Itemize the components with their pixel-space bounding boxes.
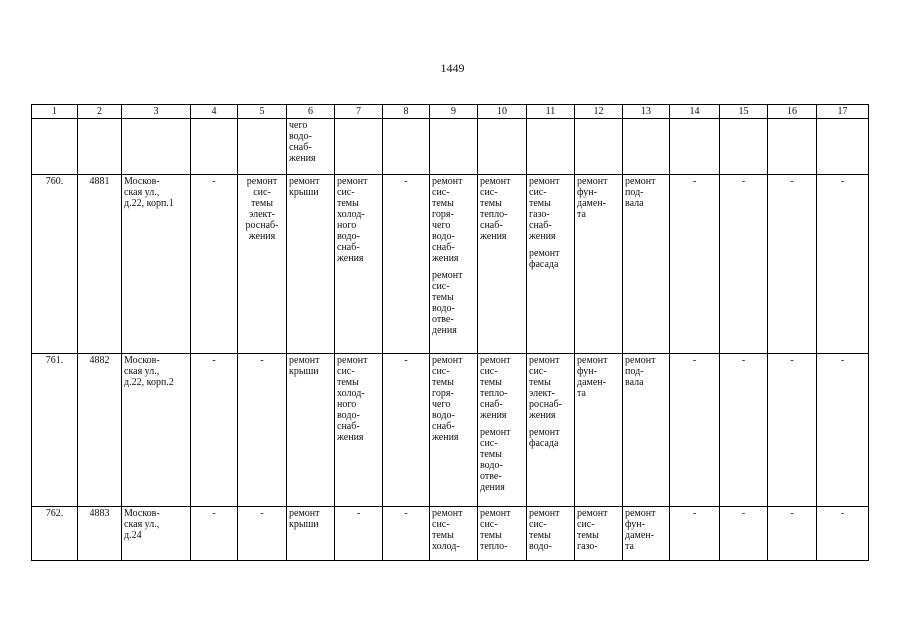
cell-text: 762. xyxy=(45,508,64,519)
cell-text: ремонт сис- темы горя- чего водо- снаб- жения xyxy=(432,176,463,264)
table-cell xyxy=(383,354,430,507)
table-cell xyxy=(623,119,670,175)
cell-text: - xyxy=(741,355,746,366)
cell-text: ремонт сис- темы водо- отве- дения xyxy=(480,427,511,493)
table-cell xyxy=(78,175,122,354)
cell-text: Москов- ская ул., д.22, корп.2 xyxy=(124,355,174,388)
table-cell xyxy=(527,354,575,507)
cell-text: ремонт сис- темы газо- снаб- жения xyxy=(529,176,560,242)
table-cell xyxy=(122,119,191,175)
table-cell xyxy=(478,507,527,561)
table-cell xyxy=(768,175,817,354)
cell-text: Москов- ская ул., д.22, корп.1 xyxy=(124,176,174,209)
table-cell xyxy=(720,354,768,507)
table-cell xyxy=(623,507,670,561)
cell-text: - xyxy=(404,355,408,366)
cell-text: 4881 xyxy=(89,176,110,187)
table-cell xyxy=(335,175,383,354)
table-cell xyxy=(383,119,430,175)
cell-text: - xyxy=(404,508,408,519)
table-cell xyxy=(670,507,720,561)
cell-text: ремонт фун- дамен- та xyxy=(625,508,656,552)
column-header: 6 xyxy=(287,105,335,119)
cell-text: 761. xyxy=(45,355,64,366)
cell-text: 4882 xyxy=(89,355,110,366)
table-cell xyxy=(238,119,287,175)
cell-text: - xyxy=(840,508,845,519)
table-cell xyxy=(122,175,191,354)
column-header: 3 xyxy=(122,105,191,119)
table-cell xyxy=(32,354,78,507)
cell-text: - xyxy=(840,176,845,187)
cell-text: ремонт сис- темы холод- xyxy=(432,508,463,552)
cell-text: - xyxy=(212,176,216,187)
cell-text: 760. xyxy=(45,176,64,187)
cell-text: ремонт сис- темы элект- роснаб- жения xyxy=(245,176,279,242)
cell-text: ремонт сис- темы водо- отве- дения xyxy=(432,270,463,336)
cell-text: ремонт фасада xyxy=(529,427,560,449)
cell-text: ремонт сис- темы холод- ного водо- снаб- жения xyxy=(337,176,368,264)
table-cell xyxy=(191,507,238,561)
table-cell xyxy=(670,119,720,175)
cell-text: ремонт сис- темы тепло- xyxy=(480,508,511,552)
table-cell xyxy=(287,175,335,354)
table-cell xyxy=(335,354,383,507)
table-cell xyxy=(430,119,478,175)
column-header: 11 xyxy=(527,105,575,119)
table-cell xyxy=(383,507,430,561)
cell-text: - xyxy=(404,176,408,187)
cell-text: ремонт крыши xyxy=(289,355,320,377)
table-cell xyxy=(191,354,238,507)
table-cell xyxy=(527,119,575,175)
cell-text: ремонт сис- темы элект- роснаб- жения xyxy=(529,355,562,421)
table-cell xyxy=(670,354,720,507)
table-cell xyxy=(32,507,78,561)
table-cell xyxy=(383,175,430,354)
continuation-row xyxy=(32,119,869,175)
cell-text: - xyxy=(741,508,746,519)
repair-schedule-table xyxy=(31,104,869,561)
cell-text: - xyxy=(692,176,697,187)
cell-text: ремонт крыши xyxy=(289,176,320,198)
cell-text: ремонт фун- дамен- та xyxy=(577,176,608,220)
table-cell xyxy=(122,507,191,561)
column-header: 1 xyxy=(32,105,78,119)
table-cell xyxy=(768,354,817,507)
cell-text: - xyxy=(790,508,794,519)
table-cell xyxy=(768,507,817,561)
column-header: 7 xyxy=(335,105,383,119)
table-cell xyxy=(817,175,869,354)
table-cell xyxy=(623,175,670,354)
cell-text: - xyxy=(260,508,264,519)
table-cell xyxy=(720,119,768,175)
column-header: 16 xyxy=(768,105,817,119)
table-cell xyxy=(122,354,191,507)
table-cell xyxy=(527,175,575,354)
table-cell xyxy=(78,354,122,507)
cell-text: - xyxy=(741,176,746,187)
cell-text: ремонт сис- темы холод- ного водо- снаб- жения xyxy=(337,355,368,443)
table-cell xyxy=(32,119,78,175)
cell-text: ремонт крыши xyxy=(289,508,320,530)
table-cell xyxy=(817,119,869,175)
column-header: 15 xyxy=(720,105,768,119)
cell-text: - xyxy=(840,355,845,366)
table-cell xyxy=(527,507,575,561)
table-cell xyxy=(32,175,78,354)
header-row xyxy=(32,105,869,119)
cell-text: ремонт фасада xyxy=(529,248,560,270)
cell-text: - xyxy=(692,355,697,366)
column-header: 5 xyxy=(238,105,287,119)
cell-text: - xyxy=(692,508,697,519)
cell-text: 4883 xyxy=(89,508,110,519)
table-cell xyxy=(478,354,527,507)
cell-text: ремонт сис- темы газо- xyxy=(577,508,608,552)
table-cell xyxy=(78,119,122,175)
column-header: 2 xyxy=(78,105,122,119)
table-cell xyxy=(430,507,478,561)
table-cell xyxy=(191,119,238,175)
table-cell xyxy=(720,507,768,561)
column-header: 12 xyxy=(575,105,623,119)
table-cell xyxy=(575,354,623,507)
table-cell xyxy=(335,119,383,175)
cell-text: - xyxy=(790,355,794,366)
cell-text: ремонт под- вала xyxy=(625,355,656,388)
table-cell xyxy=(478,119,527,175)
cell-text: ремонт сис- темы тепло- снаб- жения xyxy=(480,176,511,242)
table-cell xyxy=(768,119,817,175)
column-header: 8 xyxy=(383,105,430,119)
cell-text: ремонт сис- темы горя- чего водо- снаб- жения xyxy=(432,355,463,443)
cell-text: ремонт под- вала xyxy=(625,176,656,209)
table-row xyxy=(32,507,869,561)
table-cell xyxy=(623,354,670,507)
table-cell xyxy=(287,507,335,561)
table-cell xyxy=(287,119,335,175)
table-cell xyxy=(817,507,869,561)
column-header: 17 xyxy=(817,105,869,119)
cell-text: ремонт фун- дамен- та xyxy=(577,355,608,399)
table-cell xyxy=(817,354,869,507)
table-cell xyxy=(238,175,287,354)
cell-text: - xyxy=(212,355,216,366)
cell-text: - xyxy=(790,176,794,187)
table-row xyxy=(32,354,869,507)
table-cell xyxy=(335,507,383,561)
table-cell xyxy=(430,354,478,507)
cell-text: - xyxy=(356,508,361,519)
cell-text: - xyxy=(260,355,264,366)
table-row xyxy=(32,175,869,354)
table-cell xyxy=(191,175,238,354)
cell-text: ремонт сис- темы водо- xyxy=(529,508,560,552)
cell-text: ремонт сис- темы тепло- снаб- жения xyxy=(480,355,511,421)
table-cell xyxy=(287,354,335,507)
cell-text: - xyxy=(212,508,216,519)
column-header: 14 xyxy=(670,105,720,119)
page-number: 1449 xyxy=(440,61,465,75)
cell-text: чего водо- снаб- жения xyxy=(289,120,316,164)
table-cell xyxy=(430,175,478,354)
table-cell xyxy=(478,175,527,354)
table-cell xyxy=(575,119,623,175)
cell-text: Москов- ская ул., д.24 xyxy=(124,508,160,541)
column-header: 10 xyxy=(478,105,527,119)
table-cell xyxy=(720,175,768,354)
table-cell xyxy=(238,354,287,507)
table-cell xyxy=(670,175,720,354)
column-header: 4 xyxy=(191,105,238,119)
column-header: 13 xyxy=(623,105,670,119)
table-cell xyxy=(238,507,287,561)
table-cell xyxy=(78,507,122,561)
table-cell xyxy=(575,507,623,561)
column-header: 9 xyxy=(430,105,478,119)
table-cell xyxy=(575,175,623,354)
